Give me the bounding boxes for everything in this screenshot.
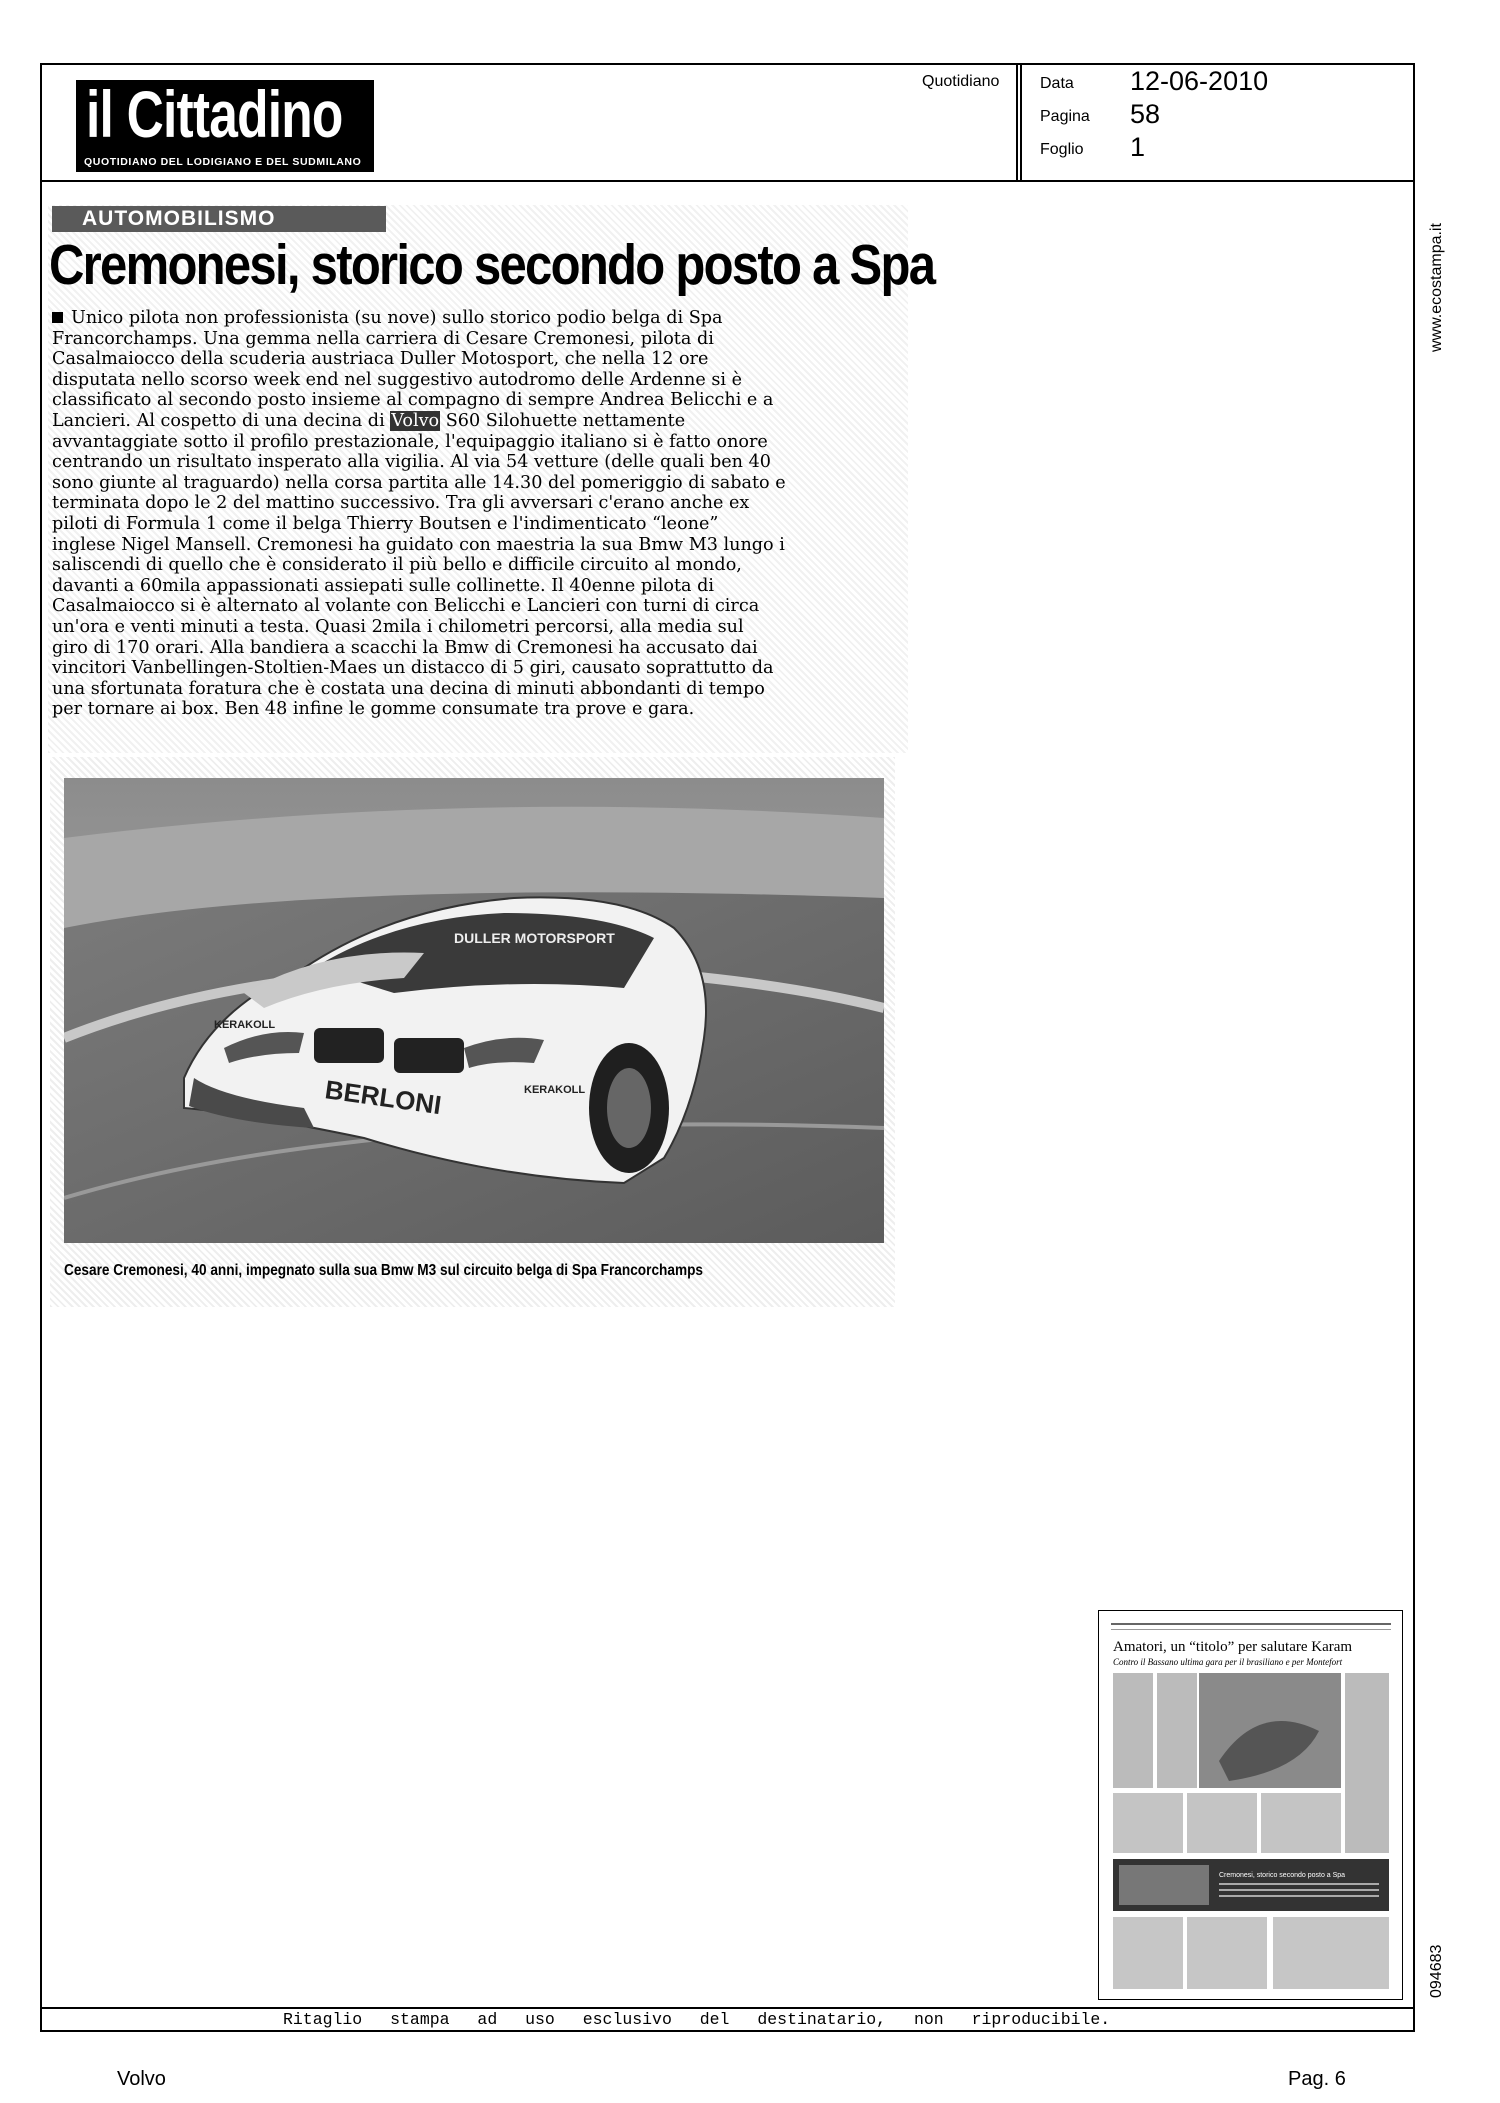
- body-line: per tornare ai box. Ben 48 infine le gomme consumate tra prove e gara.: [52, 699, 695, 720]
- header-divider: [40, 180, 1415, 182]
- article-body: [52, 308, 922, 720]
- body-line: inglese Nigel Mansell. Cremonesi ha guidato con maestria la sua Bmw M3 lungo i: [52, 534, 785, 555]
- body-line: davanti a 60mila appassionati assiepati sulle collinette. Il 40enne pilota di: [52, 575, 715, 596]
- website-url: www.ecostampa.it: [1428, 223, 1445, 352]
- frequency-label: Quotidiano: [922, 73, 1000, 90]
- body-line: Unico pilota non professionista (su nove) sullo storico podio belga di Spa: [52, 308, 922, 329]
- sponsor-small-text: KERAKOLL: [214, 1019, 276, 1031]
- body-line: Casalmaiocco della scuderia austriaca Duller Motosport, che nella 12 ore: [52, 349, 709, 370]
- article-headline: Cremonesi, storico secondo posto a Spa: [49, 233, 935, 297]
- body-line: disputata nello scorso week end nel suggestivo autodromo delle Ardenne si è: [52, 369, 743, 390]
- document-code: 094683: [1428, 1944, 1445, 1998]
- body-line: terminata dopo le 2 del mattino successivo. Tra gli avversari c'erano anche ex: [52, 493, 750, 514]
- body-line: giro di 170 orari. Alla bandiera a scacchi la Bmw di Cremonesi ha accusato dai: [52, 637, 758, 658]
- thumbnail-headline: Amatori, un “titolo” per salutare Karam: [1113, 1639, 1353, 1655]
- foglio-label: Foglio: [1040, 141, 1084, 158]
- body-line: classificato al secondo posto insieme al compagno di sempre Andrea Belicchi e a: [52, 390, 774, 411]
- thumbnail-preview: [1099, 1611, 1402, 1999]
- footer-divider: [40, 2007, 1415, 2009]
- pagina-label: Pagina: [1040, 108, 1090, 125]
- body-line: sono giunte al traguardo) nella corsa partita alle 14.30 del pomeriggio di sabato e: [52, 472, 786, 493]
- photo-caption: Cesare Cremonesi, 40 anni, impegnato sulla sua Bmw M3 sul circuito belga di Spa Francorchamps: [64, 1262, 704, 1279]
- sponsor-small-text: KERAKOLL: [524, 1084, 586, 1096]
- data-value: 12-06-2010: [1130, 66, 1269, 96]
- body-line: Casalmaiocco si è alternato al volante con Belicchi e Lancieri con turni di circa: [52, 596, 760, 617]
- race-car-photo: [64, 778, 884, 1243]
- logo-subtitle: QUOTIDIANO DEL LODIGIANO E DEL SUDMILANO: [84, 156, 362, 168]
- header-separator: [1016, 63, 1022, 180]
- body-line: avvantaggiate sotto il profilo prestazionale, l'equipaggio italiano si è fatto onore: [52, 431, 768, 452]
- section-tag: AUTOMOBILISMO: [52, 206, 386, 232]
- thumbnail-small-headline: Cremonesi, storico secondo posto a Spa: [1219, 1872, 1346, 1879]
- body-line: saliscendi di quello che è considerato il più bello e difficile circuito al mondo,: [52, 555, 742, 576]
- body-line: centrando un risultato insperato alla vigilia. Al via 54 vetture (delle quali ben 40: [52, 452, 771, 473]
- pagina-value: 58: [1130, 99, 1161, 129]
- page-thumbnail: [1098, 1610, 1403, 2000]
- foglio-value: 1: [1130, 132, 1146, 162]
- square-bullet-icon: [52, 312, 63, 323]
- client-name: Volvo: [117, 2068, 166, 2090]
- body-line: piloti di Formula 1 come il belga Thierry Boutsen e l'indimenticato “leone”: [52, 513, 719, 534]
- copyright-note: Ritaglio stampa ad uso esclusivo del destinatario, non riproducibile.: [283, 2010, 1111, 2029]
- body-line: Francorchamps. Una gemma nella carriera di Cesare Cremonesi, pilota di: [52, 328, 714, 349]
- body-line: un'ora e venti minuti a testa. Quasi 2mila i chilometri percorsi, alla media sul: [52, 616, 744, 637]
- logo-title: il Cittadino: [86, 80, 343, 151]
- sponsor-text: BERLONI: [323, 1074, 444, 1121]
- body-line: vincitori Vanbellingen-Stoltien-Maes un distacco di 5 giri, causato soprattutto da: [52, 658, 774, 679]
- body-line: una sfortunata foratura che è costata una decina di minuti abbondanti di tempo: [52, 678, 765, 699]
- thumbnail-subheadline: Contro il Bassano ultima gara per il brasiliano e per Montefort: [1113, 1657, 1343, 1667]
- body-line: Lancieri. Al cospetto di una decina di Volvo S60 Silohuette nettamente: [52, 410, 686, 431]
- newspaper-logo: [76, 80, 374, 172]
- windshield-banner: DULLER MOTORSPORT: [454, 930, 615, 946]
- data-label: Data: [1040, 75, 1074, 92]
- highlighted-keyword: Volvo: [391, 410, 440, 431]
- page-number: Pag. 6: [1288, 2068, 1346, 2090]
